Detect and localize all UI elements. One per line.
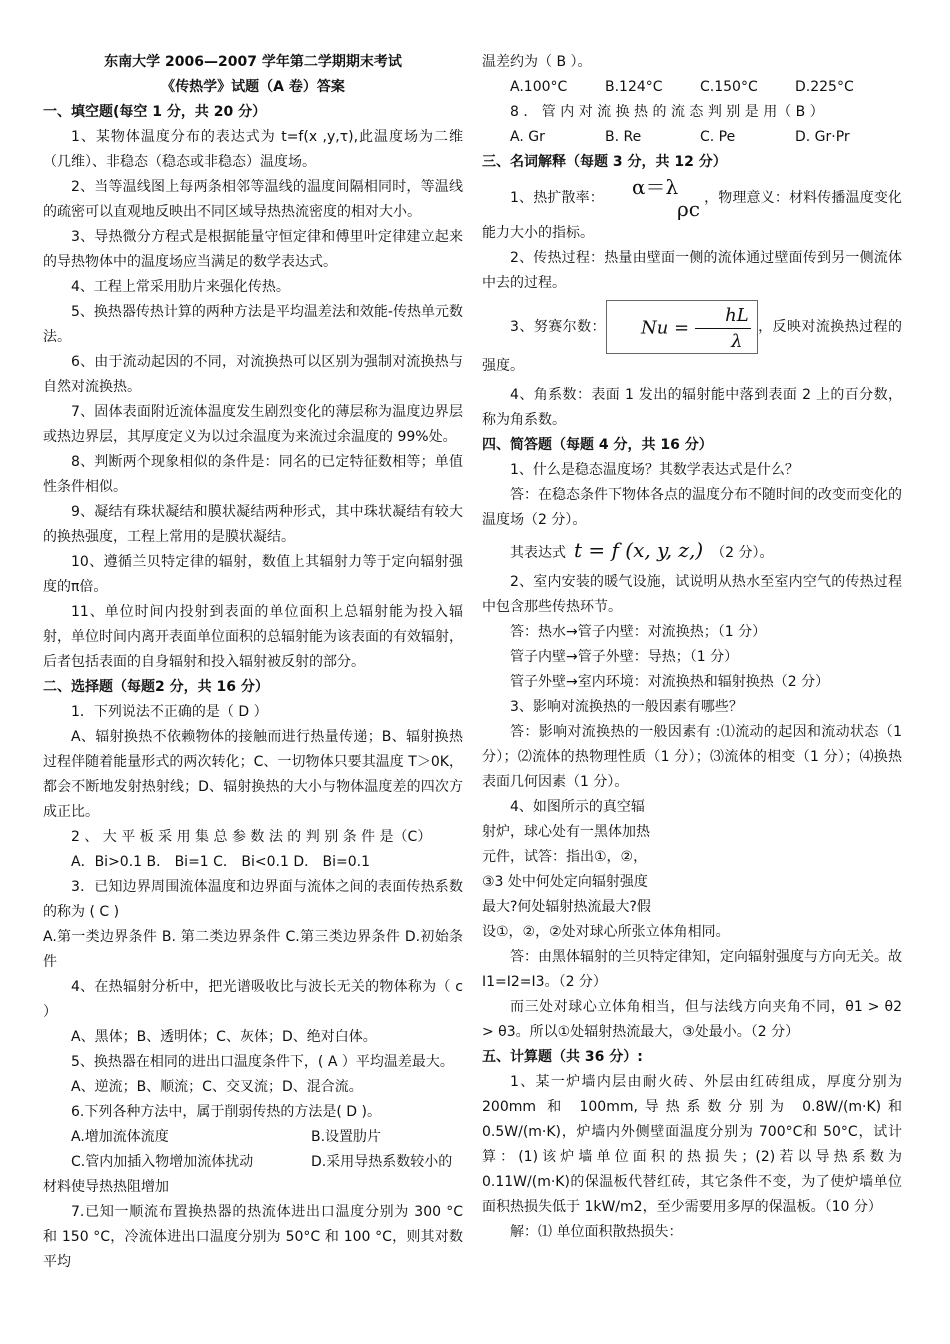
option: C.150°C [700,79,758,95]
paragraph: ③3 处中何处定向辐射强度 [482,874,648,890]
paragraph: 6、由于流动起因的不同，对流换热可以区别为强制对流换热与自然对流换热。 [43,354,463,395]
paragraph: 8 ． 管 内 对 流 换 热 的 流 态 判 别 是 用（ B ） [510,104,824,120]
term-text: ，物理意义：材料传播温度变化能力大小的指标。 [482,190,902,241]
paragraph: A、辐射换热不依赖物体的接触而进行热量传递；B、辐射换热过程伴随着能量形式的两次转化；C、一切物体只要其温度 T＞0K，都会不断地发射热射线；D、辐射换热的大小与物体温度差的四次方成正比。 [43,729,463,820]
option: B.124°C [605,79,663,95]
paragraph: 8、判断两个现象相似的条件是：同名的已定特征数相等；单值性条件相似。 [43,454,463,495]
paragraph: 11、单位时间内投射到表面的单位面积上总辐射能为投入辐射，单位时间内离开表面单位面积的总辐射能为该表面的有效辐射，后者包括表面的自身辐射和投入辐射被反射的部分。 [43,604,463,670]
term-text: （2 分）。 [711,545,774,561]
option: B.设置肋片 [311,1129,382,1145]
section-heading: 四、简答题（每题 4 分，共 16 分） [482,437,713,453]
thermal-diffusivity-formula [604,175,704,221]
exam-title: 东南大学 2006—2007 学年第二学期期末考试 [104,54,402,70]
nusselt-formula [606,300,758,354]
paragraph [482,300,902,379]
paragraph: 解：⑴ 单位面积散热损失： [510,1224,683,1240]
paragraph [482,175,902,246]
paragraph: 1、什么是稳态温度场？其数学表达式是什么？ [510,462,799,478]
paragraph: 2、室内安装的暖气设施，试说明从热水至室内空气的传热过程中包含那些传热环节。 [482,574,902,615]
option-row [43,1125,463,1150]
formula-den: ρc [676,197,700,221]
term-label: 其表达式 [510,545,566,561]
paragraph: A、逆流；B、顺流；C、交叉流；D、混合流。 [71,1079,363,1095]
paragraph: 4、角系数：表面 1 发出的辐射能中落到表面 2 上的百分数，称为角系数。 [482,387,902,428]
paragraph: 5、换热器传热计算的两种方法是平均温差法和效能-传热单元数法。 [43,304,463,345]
option: A.增加流体流度 [71,1129,169,1145]
paragraph: A、黑体；B、透明体；C、灰体；D、绝对白体。 [71,1029,377,1045]
paragraph: 3、导热微分方程式是根据能量守恒定律和傅里叶定律建立起来的导热物体中的温度场应当满足的数学表达式。 [43,229,463,270]
option-row [43,1150,463,1175]
option: D.采用导热系数较小的 [311,1154,453,1170]
section-heading: 二、选择题（每题2 分，共 16 分） [43,679,269,695]
paragraph: 7、固体表面附近流体温度发生剧烈变化的薄层称为温度边界层或热边界层，其厚度定义为以过余温度为来流过余温度的 99%处。 [43,404,463,445]
option: C.管内加插入物增加流体扰动 [71,1154,254,1170]
paragraph: 答：影响对流换热的一般因素有 :⑴流动的起因和流动状态（1 分）；⑵流体的热物理性质（1 分）；⑶流体的相变（1 分）；⑷换热表面几何因素（1 分）。 [482,724,902,790]
paragraph: 温差约为（ B ）。 [482,54,592,70]
formula-lhs: α＝λ [631,175,679,199]
fraction-denominator: λ [731,331,743,352]
paragraph: 管子内壁→管子外壁：导热；（1 分） [510,649,739,665]
paragraph: 2、传热过程：热量由壁面一侧的流体通过壁面传到另一侧流体中去的过程。 [482,250,902,291]
option: A. Gr [510,129,545,145]
right-column [482,50,902,1245]
paragraph: 设①，②，②处对球心所张立体角相同。 [482,924,730,940]
paragraph: 而三处对球心立体角相当，但与法线方向夹角不同，θ1 > θ2 > θ3。所以①处辐射热流最大，③处最小。（2 分） [482,999,902,1040]
option-row [482,75,902,100]
option: A.100°C [510,79,568,95]
temperature-field-formula: t = f (x, y, z,) [574,538,704,562]
option: D. Gr·Pr [795,129,850,145]
paragraph: 4、工程上常采用肋片来强化传热。 [71,279,290,295]
paragraph: 3．已知边界周围流体温度和边界面与流体之间的表面传热系数的称为 ( C ) [43,879,463,920]
paragraph: 材料使导热热阻增加 [43,1179,169,1195]
term-label: 3、努赛尔数： [510,319,606,335]
exam-subtitle: 《传热学》试题（A 卷）答案 [161,79,345,95]
term-label: 1、热扩散率： [510,190,604,206]
option: B. Re [605,129,642,145]
paragraph: A.第一类边界条件 B. 第二类边界条件 C.第三类边界条件 D.初始条件 [43,929,463,970]
paragraph: 答：在稳态条件下物体各点的温度分布不随时间的改变而变化的温度场（2 分）。 [482,487,902,528]
formula-lhs: Nu = [640,317,690,339]
paragraph: 2 、 大 平 板 采 用 集 总 参 数 法 的 判 别 条 件 是（C） [71,829,432,845]
paragraph: 4、如图所示的真空辐 [510,799,645,815]
paragraph: 射炉，球心处有一黑体加热 [482,824,650,840]
paragraph: 9、凝结有珠状凝结和膜状凝结两种形式，其中珠状凝结有较大的换热强度，工程上常用的是膜状凝结。 [43,504,463,545]
section-heading: 三、名词解释（每题 3 分，共 12 分） [482,154,727,170]
paragraph: 答：由黑体辐射的兰贝特定律知，定向辐射强度与方向无关。故 I1=I2=I3。（2 分） [482,949,902,990]
paragraph: A．Bi>0.1 B． Bi=1 C． Bi<0.1 D． Bi=0.1 [71,854,371,870]
paragraph: 1、某一炉墙内层由耐火砖、外层由红砖组成，厚度分别为 200mm 和 100mm,导热系数分别为 0.8W/(m·K)和 0.5W/(m·K)，炉墙内外侧壁面温度分别为 700°C和 50°C，试计算：(1)该炉墙单位面积的热损失；(2)若以导热系数为 0.11W/(m·K)的保温板代替红砖，其它条件不变，为了使炉墙单位面积热损失低于 1kW/m2，至少需要用多厚的保温板。（10 分） [482,1074,902,1215]
paragraph: 5、换热器在相同的进出口温度条件下，( A ）平均温差最大。 [71,1054,454,1070]
paragraph: 10、遵循兰贝特定律的辐射，数值上其辐射力等于定向辐射强度的π倍。 [43,554,463,595]
fraction [695,303,751,354]
paragraph: 2、当等温线图上每两条相邻等温线的温度间隔相同时，等温线的疏密可以直观地反映出不同区域导热热流密度的相对大小。 [43,179,463,220]
paragraph: 1、某物体温度分布的表达式为 t=f(x ,y,τ),此温度场为二维（几维）、非稳态（稳态或非稳态）温度场。 [43,129,463,170]
paragraph: 元件，试答：指出①，②， [482,849,648,865]
option: C. Pe [700,129,736,145]
option: D.225°C [795,79,854,95]
fraction-numerator: hL [695,303,751,329]
paragraph [482,533,902,570]
paragraph: 管子外壁→室内环境：对流换热和辐射换热（2 分） [510,674,830,690]
paragraph: 3、影响对流换热的一般因素有哪些？ [510,699,743,715]
section-heading: 一、填空题(每空 1 分，共 20 分） [43,104,267,120]
option-row [482,125,902,150]
section-heading: 五、计算题（共 36 分）: [482,1049,643,1065]
paragraph: 1．下列说法不正确的是（ D ） [71,704,268,720]
paragraph: 答：热水→管子内壁：对流换热；（1 分） [510,624,767,640]
paragraph: 6.下列各种方法中，属于削弱传热的方法是( D )。 [71,1104,381,1120]
paragraph: 最大?何处辐射热流最大?假 [482,899,651,915]
left-column [43,50,463,1275]
term-text: ，反映对流换热过程的强度。 [482,319,902,374]
paragraph: 4、在热辐射分析中，把光谱吸收比与波长无关的物体称为（ c ） [43,979,463,1020]
paragraph: 7.已知一顺流布置换热器的热流体进出口温度分别为 300 °C 和 150 °C，冷流体进出口温度分别为 50°C 和 100 °C，则其对数平均 [43,1204,463,1270]
